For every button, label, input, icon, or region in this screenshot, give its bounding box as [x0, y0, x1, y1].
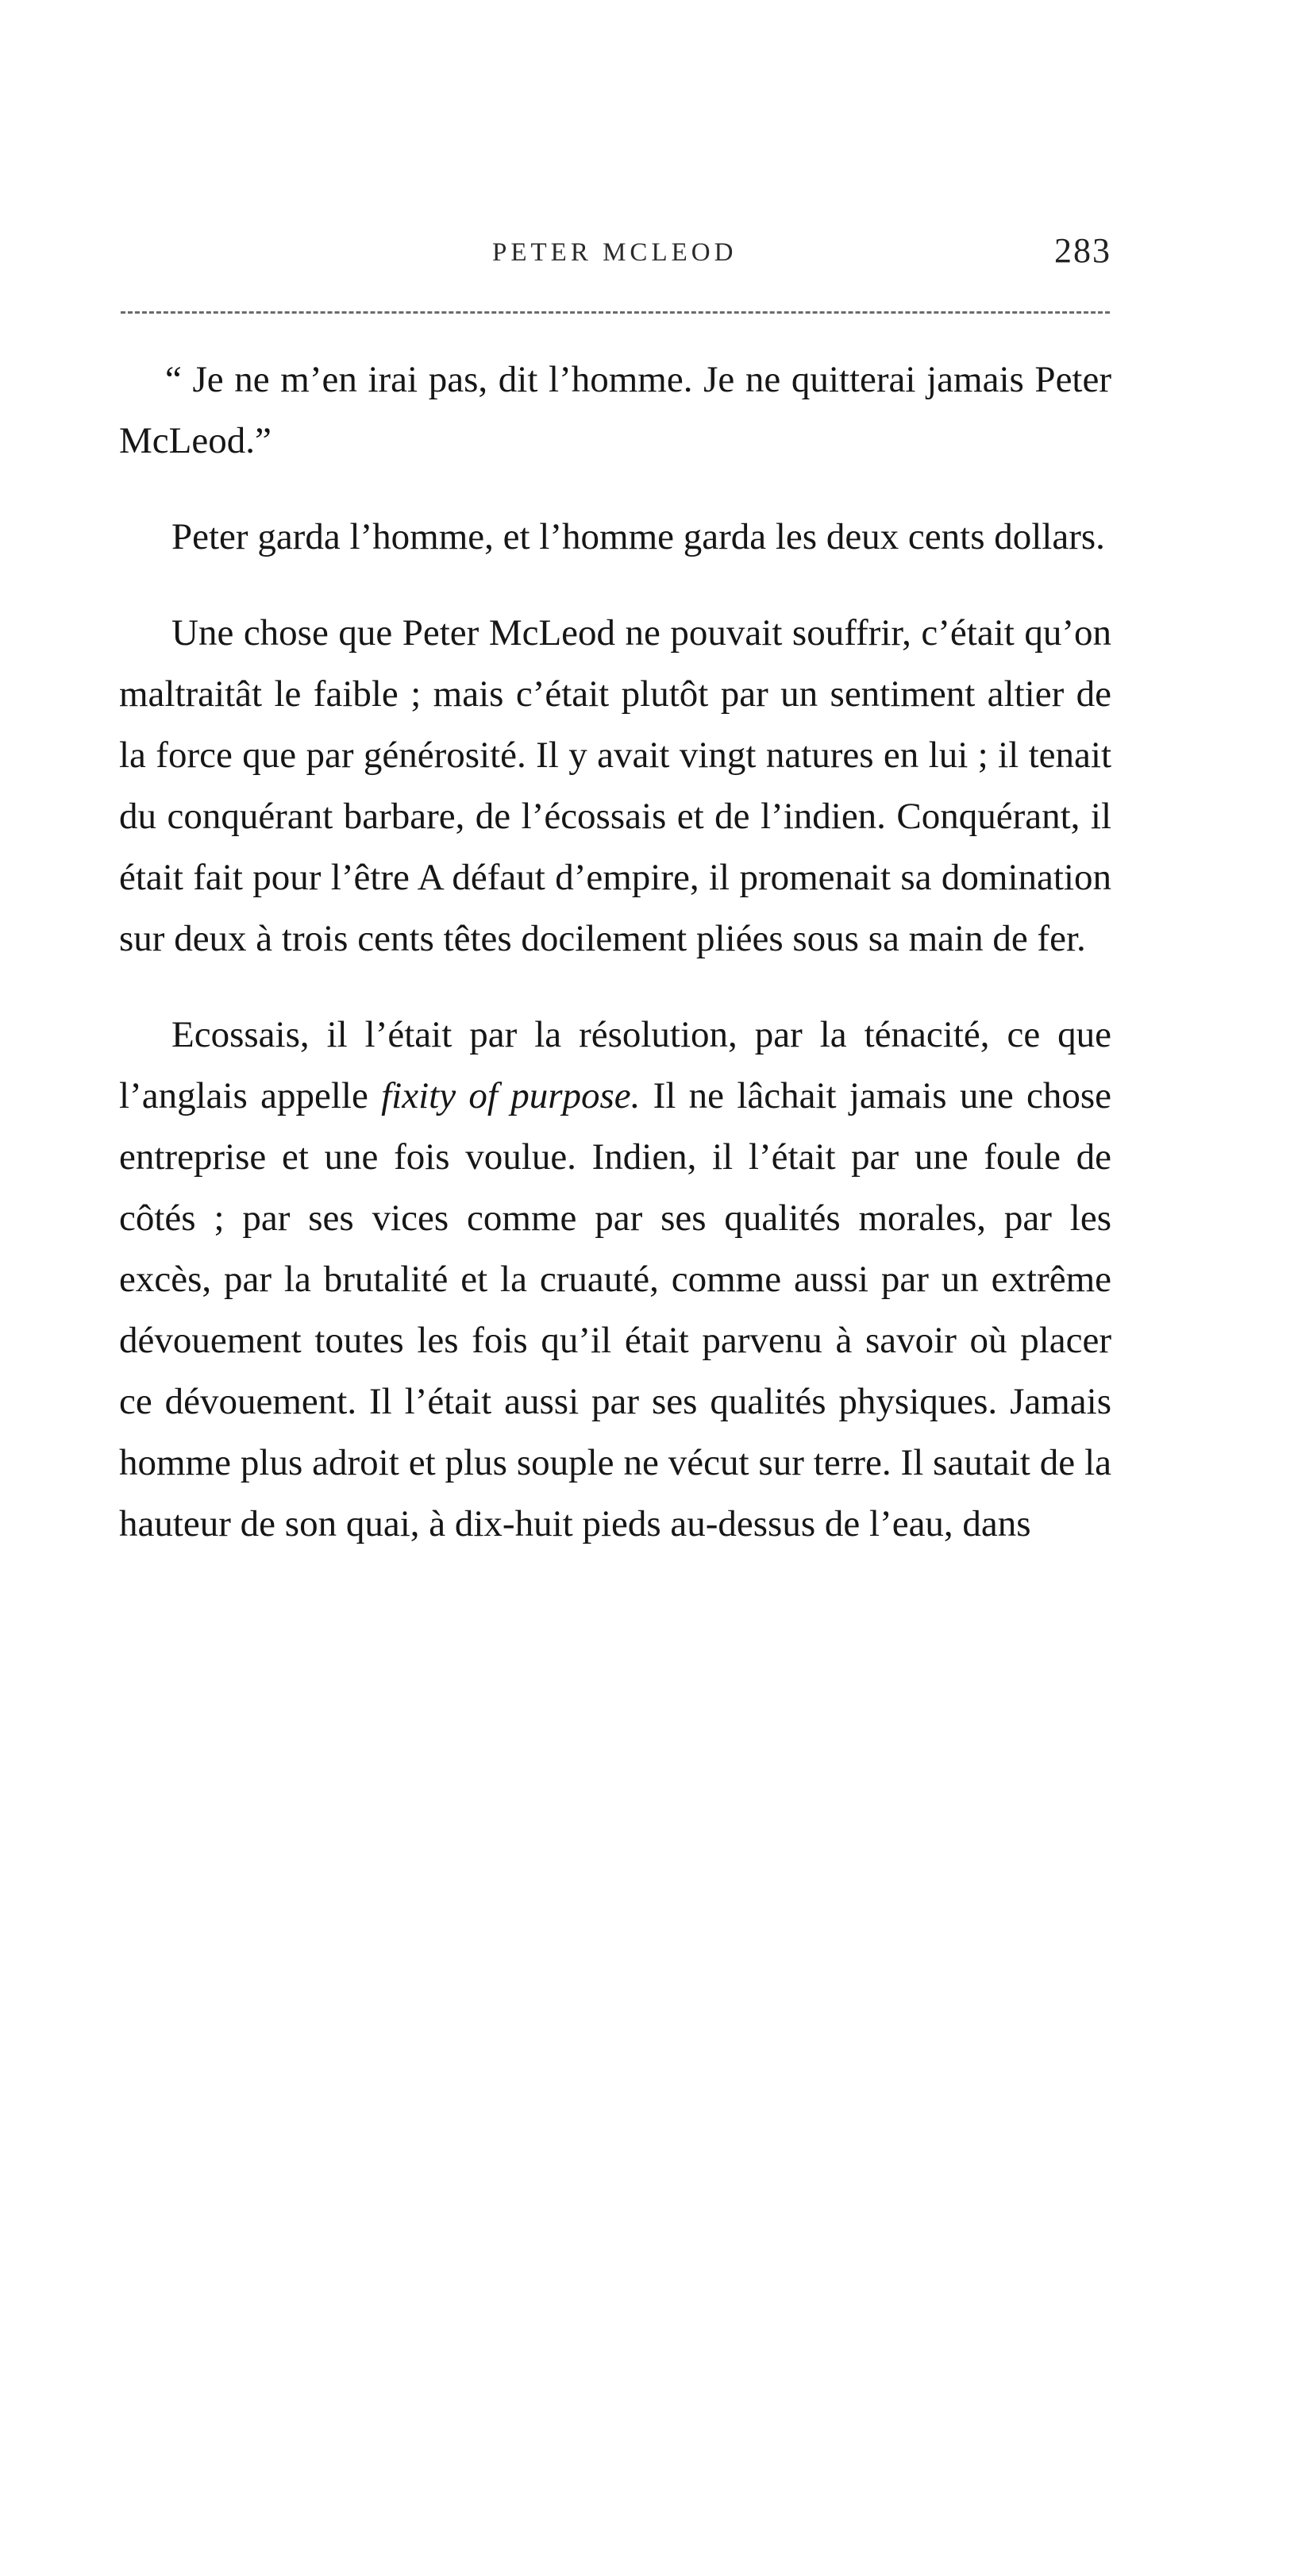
italic-phrase: fixity of purpose.	[381, 1075, 641, 1116]
running-header	[119, 230, 1111, 294]
paragraph-2: Peter garda l’homme, et l’homme garda les deux cents dollars.	[171, 516, 1105, 557]
running-title: PETER MCLEOD	[492, 238, 738, 267]
page-number: 283	[1054, 231, 1111, 270]
paragraph-1: “ Je ne m’en irai pas, dit l’homme. Je ne quitterai jamais Peter McLeod.”	[119, 359, 1111, 461]
header-divider	[121, 311, 1110, 314]
paragraph-4-text-after-italic: Il ne lâchait jamais une chose entreprise et une fois voulue. Indien, il l’était par une foule de côtés ; par ses vices comme par ses qualités morales, par les excès, par la brutalité et la cruauté, comme aussi par un extrême dévouement toutes les fois qu’il était parvenu à savoir où placer ce dévouement. Il l’était aussi par ses qualités physiques. Jamais homme plus adroit et plus souple ne vécut sur terre. Il sautait de la hauteur de son quai, à dix-huit pieds au-dessus de l’eau, dans	[119, 1075, 1111, 1544]
paragraph-3: Une chose que Peter McLeod ne pouvait souffrir, c’était qu’on maltraitât le faible ; mais c’était plutôt par un sentiment altier de la force que par générosité. Il y avait vingt natures en lui ; il tenait du conquérant barbare, de l’écossais et de l’indien. Conquérant, il était fait pour l’être A défaut d’empire, il promenait sa domination sur deux à trois cents têtes docilement pliées sous sa main de fer.	[119, 612, 1111, 959]
paragraph-4-text-before-italic: Ecossais, il l’était par la résolution, par la ténacité, ce que l’anglais appelle	[119, 1014, 1111, 1116]
paragraph-4	[119, 1005, 1111, 1555]
page-body	[119, 349, 1111, 1590]
